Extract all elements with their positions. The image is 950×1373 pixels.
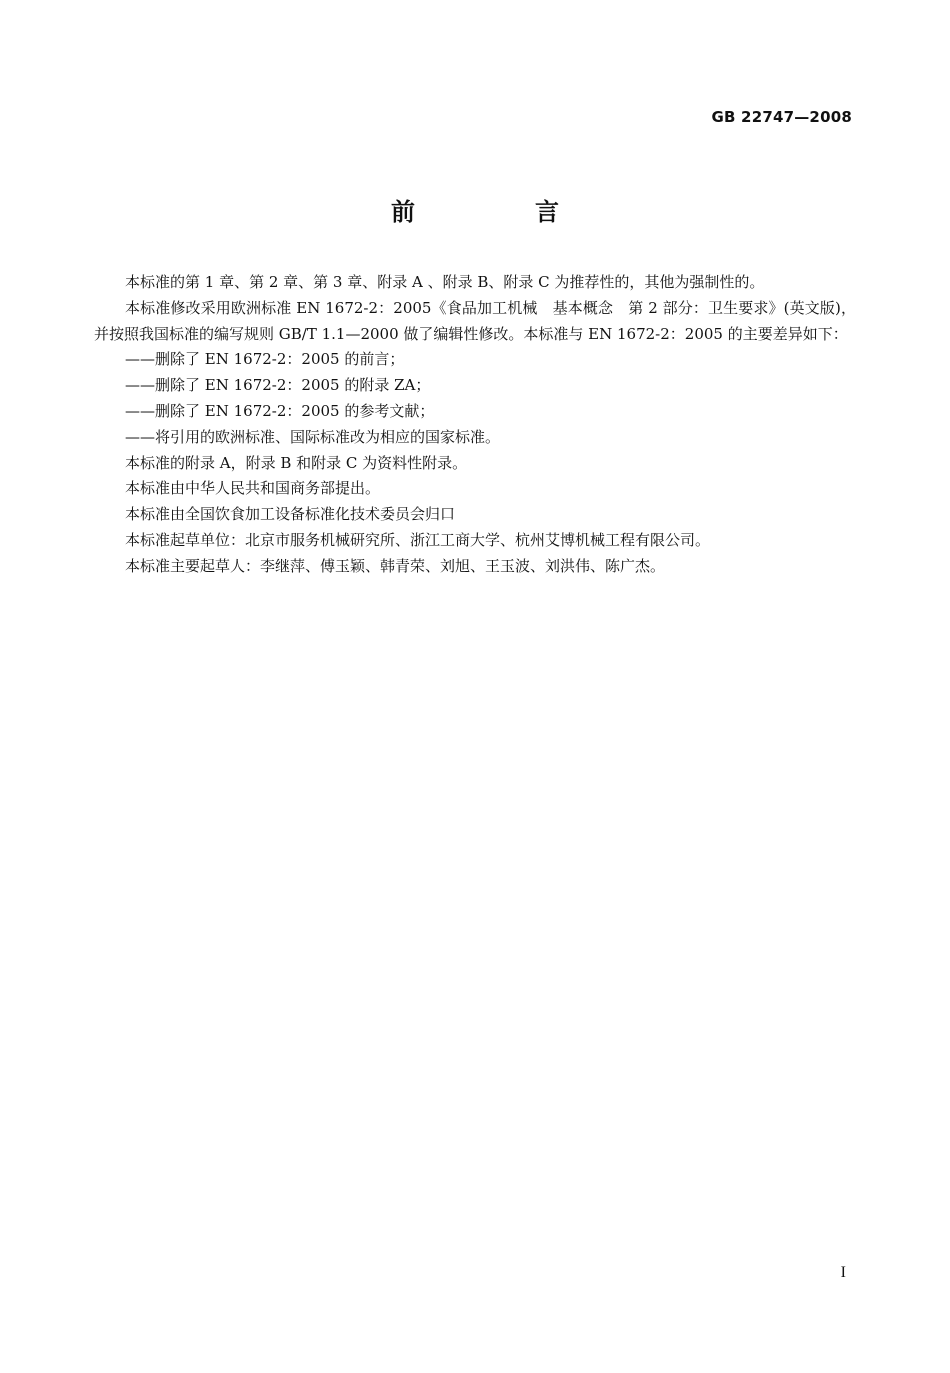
list-item-difference: ——删除了 EN 1672-2：2005 的附录 ZA；	[125, 376, 431, 395]
paragraph-committee: 本标准由全国饮食加工设备标准化技术委员会归口	[125, 505, 456, 524]
paragraph-drafters: 本标准主要起草人：李继萍、傅玉颖、韩青荣、刘旭、王玉波、刘洪伟、陈广杰。	[125, 556, 666, 575]
paragraph-proposer: 本标准由中华人民共和国商务部提出。	[125, 479, 381, 498]
list-item-difference: ——删除了 EN 1672-2：2005 的前言；	[125, 350, 405, 369]
paragraph-drafting-units: 本标准起草单位：北京市服务机械研究所、浙江工商大学、杭州艾博机械工程有限公司。	[125, 530, 711, 549]
foreword-body	[94, 270, 856, 580]
paragraph-annexes: 本标准的附录 A，附录 B 和附录 C 为资料性附录。	[125, 453, 468, 472]
list-item-difference: ——删除了 EN 1672-2：2005 的参考文献；	[125, 401, 435, 420]
page-title: 前 言	[391, 198, 607, 226]
page-number: I	[840, 1264, 846, 1281]
standard-number: GB 22747—2008	[711, 108, 852, 126]
paragraph-scope-nature: 本标准的第 1 章、第 2 章、第 3 章、附录 A 、附录 B、附录 C 为推荐性的，其他为强制性的。	[125, 273, 765, 291]
list-item-difference: ——将引用的欧洲标准、国际标准改为相应的国家标准。	[125, 427, 501, 446]
paragraph-adoption: 本标准修改采用欧洲标准 EN 1672-2：2005《食品加工机械 基本概念 第 2 部分：卫生要求》(英文版)，并按照我国标准的编写规则 GB/T 1.1—2000 做了编辑性修改。本标准与 EN 1672-2：2005 的主要差异如下：	[94, 298, 856, 343]
